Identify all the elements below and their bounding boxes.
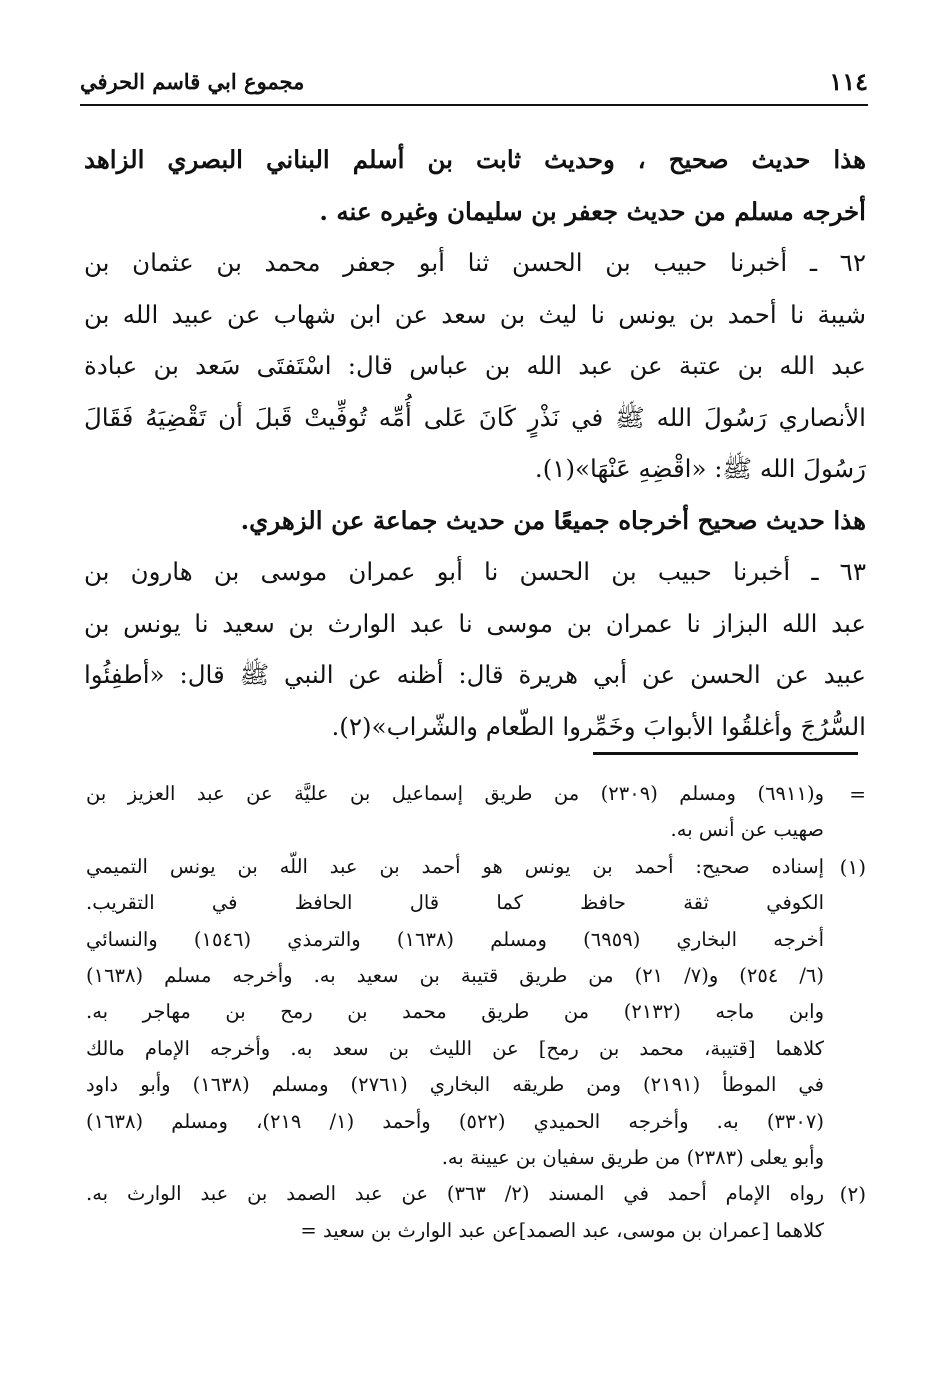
footnote-body — [86, 849, 824, 1177]
footnote-body — [86, 1176, 824, 1249]
footnote-line: وابن ماجه (٢١٣٢) من طريق محمد بن رمح بن مهاجر به. — [86, 1000, 824, 1024]
footnote-marker: (١) — [839, 854, 866, 879]
text-line: هذا حديث صحيح أخرجاه جميعًا من حديث جماعة عن الزهري. — [240, 505, 866, 535]
footnote — [86, 776, 866, 849]
page-number: ١١٤ — [829, 66, 868, 96]
main-text — [84, 134, 866, 752]
text-line: أخرجه مسلم من حديث جعفر بن سليمان وغيره عنه . — [319, 196, 866, 226]
footnote-marker: = — [849, 782, 866, 806]
text-line: السُّرُجَ وأغلقُوا الأبوابَ وخَمِّروا الطّعام والشّراب»(٢). — [331, 711, 866, 741]
text-line: الأنصاري رَسُولَ الله ﷺ في نَذْرٍ كَانَ عَلى أُمِّه تُوفِّيتْ قَبلَ أن تَقْضِيَهُ فَقَالَ — [84, 402, 866, 432]
text-line: هذا حديث صحيح ، وحديث ثابت بن أسلم البناني البصري الزاهد — [84, 145, 866, 174]
header-divider — [80, 104, 868, 106]
footnote-divider — [593, 752, 858, 755]
page-header — [80, 58, 868, 104]
footnote-line: و(٦٩١١) ومسلم (٢٣٠٩) من طريق إسماعيل بن عليَّة عن عبد العزيز بن — [86, 782, 824, 805]
footnote-marker: (٢) — [839, 1182, 866, 1207]
footnote-line: رواه الإمام أحمد في المسند (٢/ ٣٦٣) عن عبد الصمد بن عبد الوارث به. — [86, 1182, 824, 1206]
footnote-line: إسناده صحيح: أحمد بن يونس هو أحمد بن عبد اللّه بن يونس التميمي — [86, 854, 824, 878]
bold-paragraph — [84, 134, 866, 237]
footnote-line: كلاهما [عمران بن موسى، عبد الصمد]عن عبد الوارث بن سعيد = — [300, 1218, 824, 1242]
footnote-line: وأبو يعلى (٢٣٨٣) من طريق سفيان بن عيينة به. — [441, 1146, 824, 1170]
text-line: عبد الله بن عتبة عن عبد الله بن عباس قال: اسْتَفتَى سَعد بن عبادة — [84, 351, 866, 380]
footnote-line: صهيب عن أنس به. — [670, 818, 824, 842]
footnote-line: الكوفي ثقة حافظ كما قال الحافظ في التقريب. — [86, 891, 824, 915]
footnote-line: أخرجه البخاري (٦٩٥٩) ومسلم (١٦٣٨) والترمذي (١٥٤٦) والنسائي — [86, 927, 824, 951]
footnote-line: كلاهما [قتيبة، محمد بن رمح] عن الليث بن سعد به. وأخرجه الإمام مالك — [86, 1036, 824, 1060]
bold-paragraph — [84, 495, 866, 547]
hadith-paragraph — [84, 237, 866, 495]
footnotes — [86, 776, 866, 1249]
hadith-paragraph — [84, 546, 866, 752]
text-line: ٦٢ ـ أخبرنا حبيب بن الحسن ثنا أبو جعفر محمد بن عثمان بن — [84, 248, 866, 277]
text-line: رَسُولَ الله ﷺ: «اقْضِهِ عَنْهَا»(١). — [534, 454, 866, 483]
text-line: عبد الله البزاز نا عمران بن موسى نا عبد الوارث بن سعيد نا يونس بن — [84, 608, 866, 638]
footnote-line: (٣٣٠٧) به. وأخرجه الحميدي (٥٢٢) وأحمد (١/ ٢١٩)، ومسلم (١٦٣٨) — [86, 1109, 824, 1133]
text-line: عبيد عن الحسن عن أبي هريرة قال: أظنه عن النبي ﷺ قال: «أطفِئُوا — [84, 660, 866, 689]
running-title: مجموع ابي قاسم الحرفي — [80, 68, 305, 94]
text-line: ٦٣ ـ أخبرنا حبيب بن الحسن نا أبو عمران موسى بن هارون بن — [84, 557, 866, 586]
footnote — [86, 1176, 866, 1249]
footnote-line: (٦/ ٢٥٤) و(٧/ ٢١) من طريق قتيبة بن سعيد به. وأخرجه مسلم (١٦٣٨) — [86, 964, 824, 988]
text-line: شيبة نا أحمد بن يونس نا ليث بن سعد عن ابن شهاب عن عبيد الله بن — [84, 299, 866, 329]
footnote — [86, 849, 866, 1177]
footnote-line: في الموطأ (٢١٩١) ومن طريقه البخاري (٢٧٦١) ومسلم (١٦٣٨) وأبو داود — [86, 1073, 824, 1097]
footnote-body — [86, 776, 824, 849]
